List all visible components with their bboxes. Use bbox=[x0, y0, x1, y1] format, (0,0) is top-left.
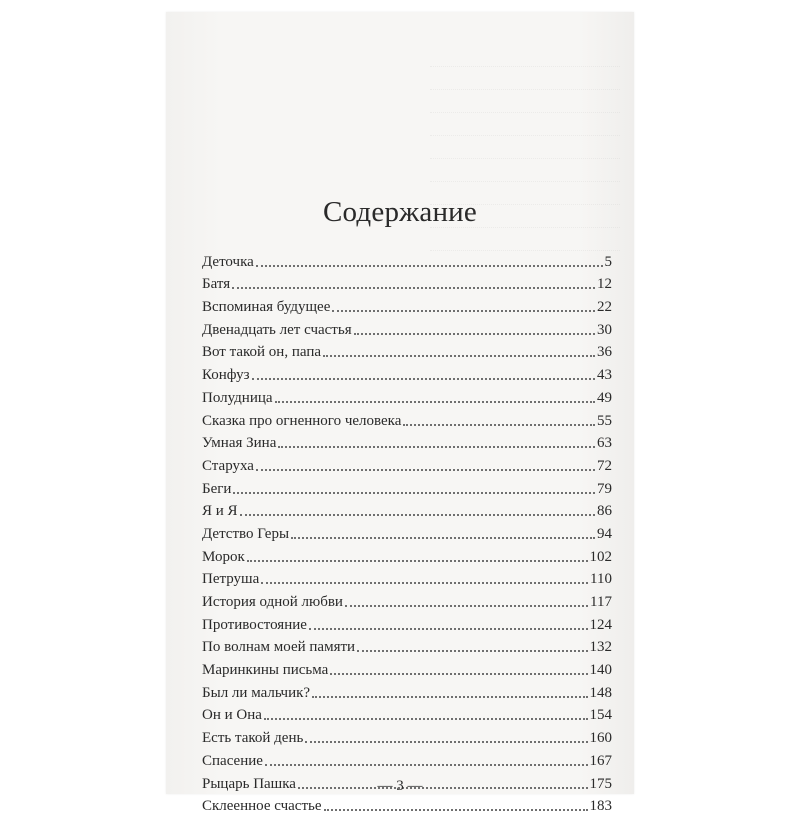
toc-entry bbox=[202, 430, 612, 453]
table-of-contents bbox=[202, 248, 612, 815]
dot-leader bbox=[232, 287, 595, 289]
toc-entry-page: 160 bbox=[590, 730, 613, 747]
toc-entry-page: 55 bbox=[597, 413, 612, 430]
dot-leader bbox=[403, 424, 595, 426]
toc-entry bbox=[202, 566, 612, 589]
toc-entry bbox=[202, 724, 612, 747]
toc-entry-page: 117 bbox=[590, 594, 612, 611]
toc-entry bbox=[202, 384, 612, 407]
toc-entry-title: Вот такой он, папа bbox=[202, 344, 321, 361]
toc-entry bbox=[202, 793, 612, 815]
toc-entry-title: Я и Я bbox=[202, 503, 238, 520]
toc-entry bbox=[202, 702, 612, 725]
toc-entry-page: 140 bbox=[590, 662, 613, 679]
dot-leader bbox=[357, 650, 587, 652]
toc-entry-title: Спасение bbox=[202, 753, 263, 770]
page-number: — 3 — bbox=[166, 778, 634, 795]
toc-entry-title: Он и Она bbox=[202, 707, 262, 724]
dot-leader bbox=[264, 718, 588, 720]
toc-entry-title: Полудница bbox=[202, 390, 273, 407]
dot-leader bbox=[233, 492, 595, 494]
toc-entry bbox=[202, 361, 612, 384]
toc-entry-title: Рыцарь Пашка bbox=[202, 776, 296, 793]
toc-entry bbox=[202, 656, 612, 679]
toc-entry-title: Противостояние bbox=[202, 617, 307, 634]
toc-entry bbox=[202, 407, 612, 430]
dot-leader bbox=[309, 628, 588, 630]
toc-entry-page: 175 bbox=[590, 776, 613, 793]
toc-entry-page: 36 bbox=[597, 344, 612, 361]
toc-entry-title: История одной любви bbox=[202, 594, 343, 611]
dot-leader bbox=[291, 537, 595, 539]
dot-leader bbox=[275, 401, 595, 403]
dot-leader bbox=[330, 673, 587, 675]
toc-entry-page: 167 bbox=[590, 753, 613, 770]
toc-entry-title: Двенадцать лет счастья bbox=[202, 322, 352, 339]
toc-entry-page: 94 bbox=[597, 526, 612, 543]
dot-leader bbox=[240, 514, 595, 516]
dot-leader bbox=[278, 446, 595, 448]
toc-entry-page: 148 bbox=[590, 685, 613, 702]
toc-entry bbox=[202, 452, 612, 475]
toc-entry-title: Старуха bbox=[202, 458, 254, 475]
toc-entry-page: 86 bbox=[597, 503, 612, 520]
toc-entry-title: Склеенное счастье bbox=[202, 798, 322, 815]
toc-entry-title: Морок bbox=[202, 549, 245, 566]
toc-entry-title: Детство Геры bbox=[202, 526, 289, 543]
toc-entry bbox=[202, 316, 612, 339]
toc-entry bbox=[202, 271, 612, 294]
toc-entry-page: 183 bbox=[590, 798, 613, 815]
toc-entry-title: Петруша bbox=[202, 571, 259, 588]
show-through-text bbox=[430, 48, 620, 268]
toc-entry-page: 5 bbox=[605, 254, 613, 271]
toc-entry-page: 12 bbox=[597, 276, 612, 293]
dot-leader bbox=[252, 378, 595, 380]
toc-entry-page: 102 bbox=[590, 549, 613, 566]
toc-entry bbox=[202, 293, 612, 316]
dot-leader bbox=[312, 696, 587, 698]
toc-entry bbox=[202, 543, 612, 566]
toc-entry bbox=[202, 747, 612, 770]
toc-entry-title: По волнам моей памяти bbox=[202, 639, 355, 656]
toc-entry-title: Есть такой день bbox=[202, 730, 303, 747]
toc-entry-title: Умная Зина bbox=[202, 435, 276, 452]
toc-entry bbox=[202, 634, 612, 657]
dot-leader bbox=[332, 310, 595, 312]
toc-entry-page: 30 bbox=[597, 322, 612, 339]
dot-leader bbox=[305, 741, 587, 743]
toc-entry-page: 63 bbox=[597, 435, 612, 452]
dot-leader bbox=[265, 764, 588, 766]
dot-leader bbox=[354, 333, 595, 335]
toc-entry-page: 72 bbox=[597, 458, 612, 475]
toc-entry-title: Был ли мальчик? bbox=[202, 685, 310, 702]
dot-leader bbox=[261, 582, 588, 584]
dot-leader bbox=[323, 355, 595, 357]
toc-entry-page: 154 bbox=[590, 707, 613, 724]
dot-leader bbox=[256, 469, 595, 471]
toc-entry-title: Вспоминая будущее bbox=[202, 299, 330, 316]
toc-entry bbox=[202, 339, 612, 362]
dot-leader bbox=[256, 265, 603, 267]
toc-entry-page: 124 bbox=[590, 617, 613, 634]
dot-leader bbox=[345, 605, 588, 607]
toc-entry bbox=[202, 248, 612, 271]
book-page bbox=[166, 12, 634, 794]
toc-entry-page: 49 bbox=[597, 390, 612, 407]
dot-leader bbox=[324, 809, 588, 811]
dot-leader bbox=[247, 560, 588, 562]
toc-entry bbox=[202, 520, 612, 543]
toc-entry-title: Конфуз bbox=[202, 367, 250, 384]
toc-entry-page: 22 bbox=[597, 299, 612, 316]
toc-entry-page: 110 bbox=[590, 571, 612, 588]
toc-entry-page: 43 bbox=[597, 367, 612, 384]
toc-entry-page: 132 bbox=[590, 639, 613, 656]
toc-entry bbox=[202, 498, 612, 521]
toc-entry bbox=[202, 611, 612, 634]
toc-entry-title: Маринкины письма bbox=[202, 662, 328, 679]
toc-entry-title: Деточка bbox=[202, 254, 254, 271]
toc-entry bbox=[202, 679, 612, 702]
page-title: Содержание bbox=[166, 196, 634, 229]
toc-entry bbox=[202, 475, 612, 498]
toc-entry bbox=[202, 588, 612, 611]
toc-entry-title: Сказка про огненного человека bbox=[202, 413, 401, 430]
toc-entry-page: 79 bbox=[597, 481, 612, 498]
toc-entry-title: Батя bbox=[202, 276, 230, 293]
toc-entry-title: Беги bbox=[202, 481, 231, 498]
